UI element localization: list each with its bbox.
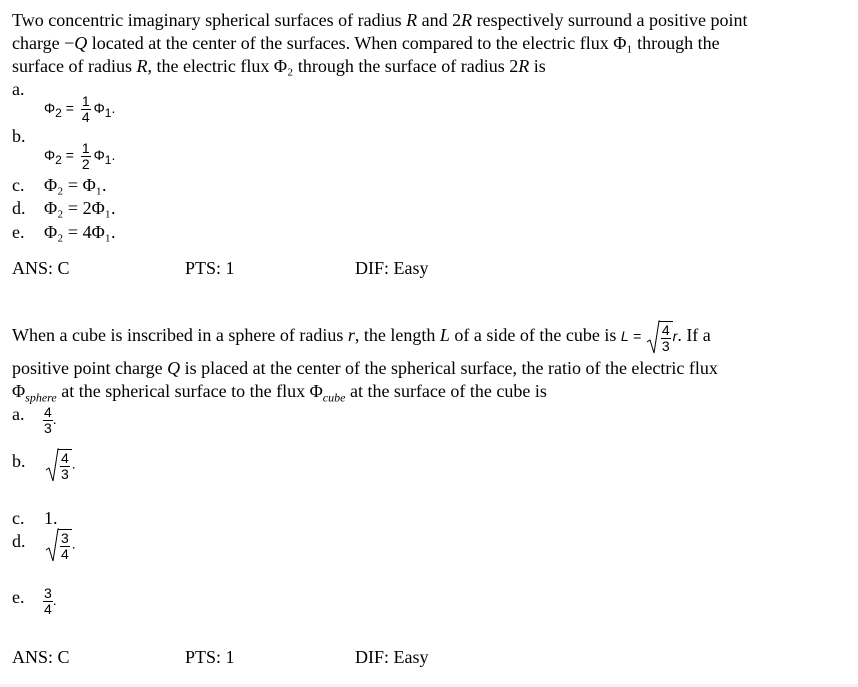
option-label: d.: [12, 531, 26, 551]
subscript: 2: [55, 153, 62, 167]
phi-symbol: Φ: [93, 147, 105, 164]
numerator: 1: [81, 140, 90, 156]
italic-variable: R: [461, 10, 473, 30]
text-segment: Two concentric imaginary spherical surfaces of radius: [12, 10, 407, 30]
fraction: [81, 94, 91, 125]
option-label: b.: [12, 126, 26, 146]
q2-stem-line-2: [12, 357, 718, 379]
denominator: 3: [61, 465, 69, 482]
subscript: sphere: [25, 390, 57, 405]
option-formula: [44, 141, 115, 172]
radical-sign-icon: [45, 448, 59, 482]
denominator: 2: [81, 156, 90, 172]
fraction: [60, 531, 70, 562]
text-segment: respectively surround a positive point: [472, 10, 748, 30]
q2-stem-line-3: [12, 380, 547, 409]
option-text: Φ₂ = 2Φ₁.: [44, 198, 116, 218]
radical-sign-icon: [646, 320, 660, 354]
q1-points: PTS: 1: [185, 258, 235, 278]
text-segment: When a cube is inscribed in a sphere of radius: [12, 325, 348, 346]
numerator: 1: [81, 93, 90, 109]
q2-points: PTS: 1: [185, 647, 235, 667]
italic-variable: R: [518, 56, 530, 76]
numerator: 4: [61, 449, 69, 466]
fraction: [60, 451, 70, 482]
text-segment: is placed at the center of the spherical surface, the ratio of the electric flux: [180, 358, 718, 378]
numerator: 4: [44, 404, 52, 420]
option-label: d.: [12, 198, 26, 218]
denominator: 3: [44, 420, 52, 436]
stem-text: . If a: [677, 325, 711, 346]
stem-text: at the spherical surface to the flux: [56, 381, 310, 401]
formula-lhs: L: [620, 328, 629, 345]
period: .: [71, 455, 76, 472]
option-label: c.: [12, 175, 25, 195]
q2-answer: ANS: C: [12, 647, 70, 667]
equals: =: [65, 147, 74, 164]
denominator: 4: [61, 545, 69, 562]
formula-variable: r: [672, 328, 678, 345]
period: .: [52, 411, 57, 428]
stem-text: at the surface of the cube is: [345, 381, 547, 401]
phi-symbol: Φ: [12, 381, 26, 401]
phi-symbol: Φ: [44, 147, 56, 164]
option-text: Φ₂ = 4Φ₁.: [44, 222, 116, 242]
square-root: [646, 320, 673, 354]
text-segment: surface of radius: [12, 56, 137, 76]
option-label: e.: [12, 587, 25, 607]
option-formula: [45, 528, 76, 562]
text-segment: located at the center of the surfaces. When compared to the electric flux Φ₁ through the: [87, 33, 720, 53]
text-segment: positive point charge: [12, 358, 168, 378]
text-segment: charge −: [12, 33, 75, 53]
denominator: 3: [661, 337, 670, 354]
option-label: b.: [12, 451, 26, 471]
option-label: e.: [12, 222, 25, 242]
italic-variable: R: [406, 10, 418, 30]
period: .: [111, 100, 116, 117]
period: .: [111, 147, 116, 164]
italic-variable: r: [347, 325, 355, 346]
fraction: [43, 586, 53, 617]
square-root: [45, 448, 72, 482]
phi-symbol: Φ: [93, 100, 105, 117]
q1-difficulty: DIF: Easy: [355, 258, 429, 278]
italic-variable: Q: [167, 358, 181, 378]
period: .: [71, 535, 76, 552]
fraction: [43, 405, 53, 436]
option-label: a.: [12, 404, 25, 424]
text-segment: and 2: [417, 10, 462, 30]
fraction: [661, 323, 671, 354]
stem-text: [12, 325, 621, 345]
q2-stem-line-1: [12, 320, 711, 354]
option-text: Φ₂ = Φ₁.: [44, 175, 107, 195]
equals: =: [633, 328, 642, 345]
period: .: [52, 592, 57, 609]
radical-sign-icon: [45, 528, 59, 562]
phi-symbol: Φ: [309, 381, 323, 401]
text-segment: , the length: [354, 325, 440, 346]
option-formula: [43, 586, 57, 617]
text-segment: , the electric flux Φ₂ through the surface of radius 2: [147, 56, 519, 76]
option-text: 1.: [44, 508, 58, 528]
numerator: 3: [61, 529, 69, 546]
italic-variable: Q: [74, 33, 88, 53]
q1-stem-line-3: [12, 55, 546, 77]
subscript: 1: [104, 153, 112, 167]
subscript: 2: [55, 106, 62, 120]
q1-stem-line-1: [12, 9, 748, 31]
italic-variable: R: [136, 56, 148, 76]
fraction: [81, 141, 91, 172]
option-formula: [45, 448, 76, 482]
option-formula: [43, 405, 57, 436]
numerator: 4: [661, 321, 670, 338]
numerator: 3: [44, 585, 52, 601]
text-segment: is: [529, 56, 546, 76]
subscript: 1: [104, 106, 112, 120]
option-label: a.: [12, 79, 25, 99]
denominator: 4: [81, 109, 90, 125]
denominator: 4: [44, 601, 52, 617]
equals: =: [65, 100, 74, 117]
italic-variable: L: [439, 325, 450, 346]
q2-difficulty: DIF: Easy: [355, 647, 429, 667]
q1-answer: ANS: C: [12, 258, 70, 278]
square-root: [45, 528, 72, 562]
option-label: c.: [12, 508, 25, 528]
option-formula: [44, 94, 115, 125]
phi-symbol: Φ: [44, 100, 56, 117]
text-segment: of a side of the cube is: [449, 325, 621, 346]
q1-stem-line-2: [12, 32, 720, 54]
subscript: cube: [322, 390, 346, 405]
